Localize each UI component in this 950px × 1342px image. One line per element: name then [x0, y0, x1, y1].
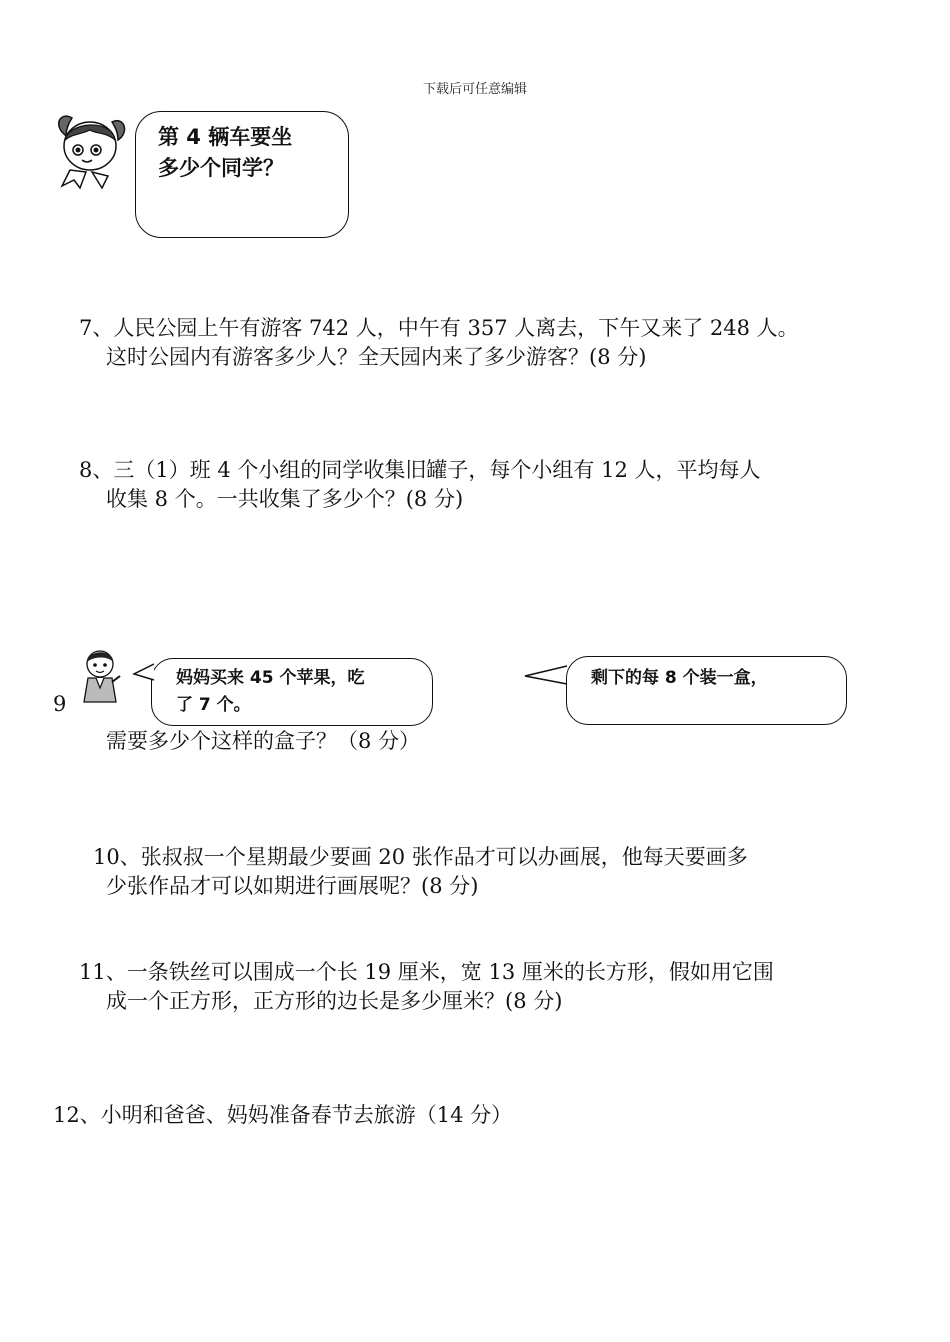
question-text: 8、三（1）班 4 个小组的同学收集旧罐子，每个小组有 12 人，平均每人	[79, 458, 761, 482]
boy-illustration	[80, 648, 122, 706]
question-text: 这时公园内有游客多少人？全天园内来了多少游客？(8 分)	[106, 345, 647, 369]
girl-illustration	[52, 110, 134, 190]
question-7	[79, 314, 939, 372]
bubble-line: 第 4 辆车要坐	[158, 125, 293, 149]
bubble-line: 剩下的每 8 个装一盒，	[591, 668, 768, 688]
question-text: 收集 8 个。一共收集了多少个？(8 分)	[106, 487, 464, 511]
speech-bubble-apples	[151, 658, 433, 726]
question-8	[79, 456, 939, 514]
question-9-number: 9	[53, 692, 67, 716]
question-text: 少张作品才可以如期进行画展呢？(8 分)	[106, 874, 479, 898]
bubble-tail	[132, 660, 156, 684]
question-9-text: 需要多少个这样的盒子？（8 分）	[106, 729, 421, 753]
bubble-tail	[523, 664, 569, 688]
speech-bubble-car-question	[135, 111, 349, 238]
question-text: 成一个正方形，正方形的边长是多少厘米？(8 分)	[106, 989, 563, 1013]
page-header: 下载后可任意编辑	[422, 82, 527, 97]
question-10	[93, 843, 939, 901]
bubble-line: 了 7 个。	[176, 695, 251, 715]
bubble-line: 妈妈买来 45 个苹果，吃	[176, 668, 365, 688]
question-12: 12、小明和爸爸、妈妈准备春节去旅游（14 分）	[53, 1103, 513, 1127]
speech-bubble-boxes	[566, 656, 847, 725]
question-text: 11、一条铁丝可以围成一个长 19 厘米，宽 13 厘米的长方形，假如用它围	[79, 960, 774, 984]
question-text: 10、张叔叔一个星期最少要画 20 张作品才可以办画展，他每天要画多	[93, 845, 748, 869]
question-11	[79, 958, 939, 1016]
bubble-line: 多少个同学？	[158, 156, 284, 180]
question-text: 7、人民公园上午有游客 742 人，中午有 357 人离去，下午又来了 248 人。	[79, 316, 799, 340]
